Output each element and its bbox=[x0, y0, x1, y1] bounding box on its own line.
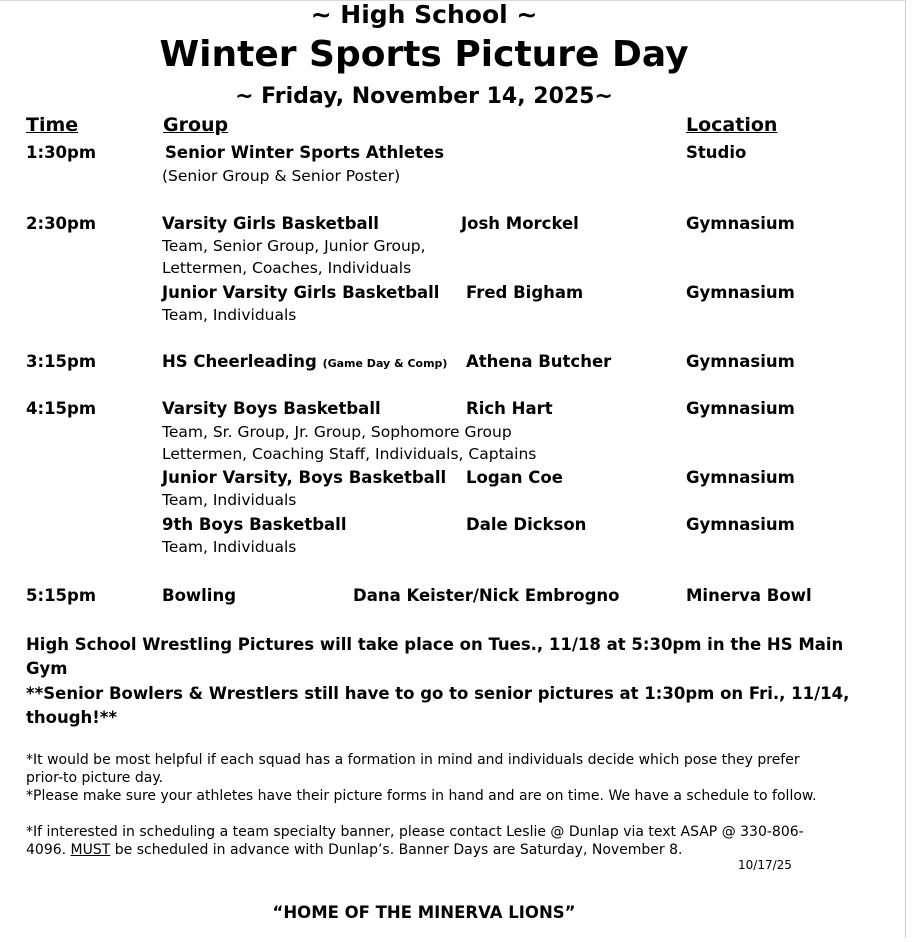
senior-note-line1: **Senior Bowlers & Wrestlers still have to go to senior pictures at 1:30pm on Fri., 11/14, bbox=[26, 684, 850, 703]
fine-print-forms: *Please make sure your athletes have their picture forms in hand and are on time. We have a schedule to follow. bbox=[26, 788, 817, 804]
row7-coach: Dale Dickson bbox=[466, 515, 587, 534]
row8-location: Minerva Bowl bbox=[686, 586, 812, 605]
row2-coach: Josh Morckel bbox=[461, 214, 579, 233]
page-title: Winter Sports Picture Day bbox=[159, 34, 689, 75]
banner-text-start: *If interested in scheduling a team specialty banner, please contact Leslie @ Dunlap via text ASAP @ 330-806-4096. bbox=[26, 824, 804, 858]
fine-print-banner bbox=[26, 823, 826, 859]
footer-slogan: “HOME OF THE MINERVA LIONS” bbox=[272, 903, 576, 922]
row1-detail: (Senior Group & Senior Poster) bbox=[162, 167, 401, 185]
row4-location: Gymnasium bbox=[686, 352, 795, 371]
row8-time: 5:15pm bbox=[26, 586, 97, 605]
row1-location: Studio bbox=[686, 143, 747, 162]
row7-detail: Team, Individuals bbox=[162, 538, 297, 556]
row4-group bbox=[162, 352, 447, 371]
wrestling-note-line1: High School Wrestling Pictures will take place on Tues., 11/18 at 5:30pm in the HS Main bbox=[26, 635, 844, 654]
school-heading: ~ High School ~ bbox=[310, 0, 538, 29]
row4-coach: Athena Butcher bbox=[466, 352, 612, 371]
row5-location: Gymnasium bbox=[686, 399, 795, 418]
fine-print-formation: *It would be most helpful if each squad has a formation in mind and individuals decide which pose they prefer prior-to picture day. bbox=[26, 752, 800, 786]
row8-coach: Dana Keister/Nick Embrogno bbox=[353, 586, 620, 605]
row2-detail-line1: Team, Senior Group, Junior Group, bbox=[162, 237, 426, 255]
row2-time: 2:30pm bbox=[26, 214, 97, 233]
time-column-header: Time bbox=[26, 114, 79, 136]
row3-detail: Team, Individuals bbox=[162, 306, 297, 324]
row5-time: 4:15pm bbox=[26, 399, 97, 418]
row6-coach: Logan Coe bbox=[466, 468, 563, 487]
row3-location: Gymnasium bbox=[686, 283, 795, 302]
row5-coach: Rich Hart bbox=[466, 399, 553, 418]
row2-location: Gymnasium bbox=[686, 214, 795, 233]
group-column-header: Group bbox=[163, 114, 229, 136]
banner-must-text: MUST bbox=[70, 842, 111, 858]
row2-group: Varsity Girls Basketball bbox=[162, 214, 379, 233]
row1-time: 1:30pm bbox=[26, 143, 97, 162]
row4-group-note: (Game Day & Comp) bbox=[322, 357, 448, 370]
revision-date: 10/17/25 bbox=[738, 858, 792, 872]
wrestling-note-line2: Gym bbox=[26, 659, 68, 678]
event-date: ~ Friday, November 14, 2025~ bbox=[235, 84, 613, 109]
row1-group: Senior Winter Sports Athletes bbox=[165, 143, 445, 162]
banner-text-end: be scheduled in advance with Dunlap’s. Banner Days are Saturday, November 8. bbox=[110, 842, 683, 858]
row6-location: Gymnasium bbox=[686, 468, 795, 487]
row5-detail-line2: Lettermen, Coaching Staff, Individuals, Captains bbox=[162, 445, 537, 463]
row3-coach: Fred Bigham bbox=[466, 283, 584, 302]
row5-detail-line1: Team, Sr. Group, Jr. Group, Sophomore Group bbox=[162, 423, 512, 441]
row3-group: Junior Varsity Girls Basketball bbox=[162, 283, 440, 302]
row5-group: Varsity Boys Basketball bbox=[162, 399, 381, 418]
row4-group-label: HS Cheerleading bbox=[162, 352, 317, 371]
row4-time: 3:15pm bbox=[26, 352, 97, 371]
row7-group: 9th Boys Basketball bbox=[162, 515, 347, 534]
row8-group: Bowling bbox=[162, 586, 237, 605]
location-column-header: Location bbox=[686, 114, 778, 136]
row6-group: Junior Varsity, Boys Basketball bbox=[162, 468, 447, 487]
senior-note-line2: though!** bbox=[26, 708, 118, 727]
row6-detail: Team, Individuals bbox=[162, 491, 297, 509]
row2-detail-line2: Lettermen, Coaches, Individuals bbox=[162, 259, 412, 277]
row7-location: Gymnasium bbox=[686, 515, 795, 534]
